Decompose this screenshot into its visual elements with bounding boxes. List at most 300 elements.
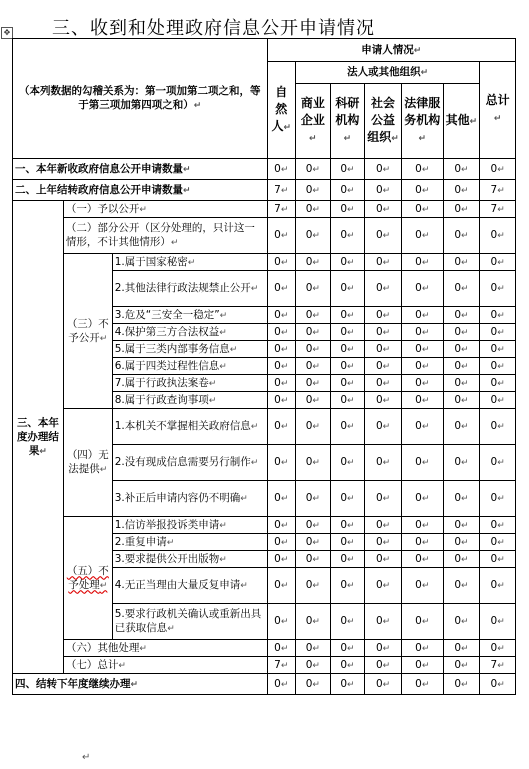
cell-end-mark: ↵ bbox=[166, 537, 175, 548]
value-cell: 0↵ bbox=[443, 445, 480, 481]
col-legal-service: 法律服务机构↵ bbox=[401, 84, 443, 159]
cell-end-mark: ↵ bbox=[461, 458, 469, 468]
value-cell: 0↵ bbox=[296, 271, 331, 307]
value-cell: 0↵ bbox=[401, 201, 443, 218]
row-label: 2.重复申请↵ bbox=[112, 534, 267, 551]
cell-end-mark: ↵ bbox=[312, 310, 320, 321]
cell-end-mark: ↵ bbox=[193, 101, 202, 111]
cell-end-mark: ↵ bbox=[312, 660, 320, 671]
row-label: 1.本机关不掌握相关政府信息↵ bbox=[112, 409, 267, 445]
cell-end-mark: ↵ bbox=[280, 395, 289, 406]
value-cell: 7↵ bbox=[480, 180, 516, 201]
cell-end-mark: ↵ bbox=[280, 643, 289, 654]
cell-end-mark: ↵ bbox=[382, 617, 391, 627]
cell-end-mark: ↵ bbox=[421, 458, 430, 468]
cell-end-mark: ↵ bbox=[347, 204, 355, 215]
value-cell: 0↵ bbox=[365, 551, 402, 568]
cell-end-mark: ↵ bbox=[420, 68, 429, 78]
cell-end-mark: ↵ bbox=[497, 537, 505, 548]
value-cell: 0↵ bbox=[296, 657, 331, 674]
cell-end-mark: ↵ bbox=[497, 520, 505, 531]
cell-end-mark: ↵ bbox=[497, 617, 505, 627]
value-cell: 0↵ bbox=[401, 307, 443, 324]
value-cell: 0↵ bbox=[401, 657, 443, 674]
cell-end-mark: ↵ bbox=[418, 133, 427, 144]
value-cell: 0↵ bbox=[401, 159, 443, 180]
cell-end-mark: ↵ bbox=[421, 378, 430, 389]
cell-end-mark: ↵ bbox=[497, 185, 505, 196]
cell-end-mark: ↵ bbox=[497, 204, 505, 215]
cell-end-mark: ↵ bbox=[312, 395, 320, 406]
cell-end-mark: ↵ bbox=[280, 284, 289, 294]
cell-end-mark: ↵ bbox=[347, 554, 355, 565]
cell-end-mark: ↵ bbox=[99, 465, 108, 475]
value-cell: 0↵ bbox=[296, 375, 331, 392]
cell-end-mark: ↵ bbox=[347, 327, 355, 338]
value-cell: 0↵ bbox=[296, 324, 331, 341]
cell-end-mark: ↵ bbox=[382, 344, 391, 355]
value-cell: 0↵ bbox=[330, 481, 365, 517]
cell-end-mark: ↵ bbox=[280, 257, 289, 268]
cell-end-mark: ↵ bbox=[497, 231, 505, 241]
cell-end-mark: ↵ bbox=[240, 494, 248, 504]
cell-end-mark: ↵ bbox=[280, 554, 289, 565]
value-cell: 0↵ bbox=[267, 517, 296, 534]
cell-end-mark: ↵ bbox=[461, 679, 469, 690]
cell-end-mark: ↵ bbox=[347, 660, 355, 671]
group-label: （三）不予公开↵ bbox=[63, 254, 112, 409]
value-cell: 0↵ bbox=[365, 307, 402, 324]
cell-end-mark: ↵ bbox=[461, 284, 469, 294]
table-move-handle-icon[interactable]: ✥ bbox=[1, 27, 13, 39]
cell-end-mark: ↵ bbox=[382, 395, 391, 406]
cell-end-mark: ↵ bbox=[382, 185, 391, 196]
value-cell: 0↵ bbox=[330, 271, 365, 307]
section3-label: 三、本年度办理结果↵ bbox=[13, 201, 64, 674]
cell-end-mark: ↵ bbox=[170, 238, 179, 248]
cell-end-mark: ↵ bbox=[347, 231, 355, 241]
cell-end-mark: ↵ bbox=[421, 204, 430, 215]
cell-end-mark: ↵ bbox=[280, 537, 289, 548]
cell-end-mark: ↵ bbox=[139, 204, 147, 215]
value-cell: 0↵ bbox=[365, 604, 402, 640]
value-cell: 7↵ bbox=[267, 180, 296, 201]
cell-end-mark: ↵ bbox=[280, 679, 289, 690]
value-cell: 0↵ bbox=[267, 409, 296, 445]
row-label: 四、结转下年度继续办理↵ bbox=[13, 674, 268, 695]
row-label: 4.保护第三方合法权益↵ bbox=[112, 324, 267, 341]
cell-end-mark: ↵ bbox=[250, 458, 259, 468]
row-label: 二、上年结转政府信息公开申请数量↵ bbox=[13, 180, 268, 201]
group-label: （五）不予处理↵ bbox=[63, 517, 112, 640]
cell-end-mark: ↵ bbox=[461, 344, 469, 355]
cell-end-mark: ↵ bbox=[347, 310, 355, 321]
value-cell: 0↵ bbox=[365, 218, 402, 254]
row-label: 3.要求提供公开出版物↵ bbox=[112, 551, 267, 568]
value-cell: 0↵ bbox=[401, 534, 443, 551]
value-cell: 0↵ bbox=[267, 307, 296, 324]
value-cell: 0↵ bbox=[267, 341, 296, 358]
cell-end-mark: ↵ bbox=[461, 643, 469, 654]
cell-end-mark: ↵ bbox=[99, 333, 108, 344]
cell-end-mark: ↵ bbox=[493, 114, 502, 124]
value-cell: 0↵ bbox=[296, 307, 331, 324]
cell-end-mark: ↵ bbox=[312, 617, 320, 627]
value-cell: 0↵ bbox=[296, 481, 331, 517]
cell-end-mark: ↵ bbox=[347, 537, 355, 548]
value-cell: 0↵ bbox=[330, 324, 365, 341]
cell-end-mark: ↵ bbox=[347, 185, 355, 196]
cell-end-mark: ↵ bbox=[421, 554, 430, 565]
row-label: 1.属于国家秘密↵ bbox=[112, 254, 267, 271]
value-cell: 0↵ bbox=[480, 568, 516, 604]
cell-end-mark: ↵ bbox=[421, 643, 430, 654]
info-disclosure-table bbox=[12, 38, 516, 695]
value-cell: 0↵ bbox=[401, 358, 443, 375]
cell-end-mark: ↵ bbox=[118, 660, 126, 671]
cell-end-mark: ↵ bbox=[219, 310, 228, 321]
value-cell: 0↵ bbox=[365, 271, 402, 307]
value-cell: 0↵ bbox=[401, 218, 443, 254]
cell-end-mark: ↵ bbox=[250, 284, 259, 294]
value-cell: 0↵ bbox=[267, 604, 296, 640]
row-label: 2.其他法律行政法规禁止公开↵ bbox=[112, 271, 267, 307]
cell-end-mark: ↵ bbox=[99, 580, 108, 591]
value-cell: 0↵ bbox=[401, 445, 443, 481]
cell-end-mark: ↵ bbox=[413, 45, 422, 56]
cell-end-mark: ↵ bbox=[312, 284, 320, 294]
cell-end-mark: ↵ bbox=[497, 679, 505, 690]
value-cell: 0↵ bbox=[401, 551, 443, 568]
value-cell: 0↵ bbox=[267, 551, 296, 568]
cell-end-mark: ↵ bbox=[461, 537, 469, 548]
cell-end-mark: ↵ bbox=[461, 617, 469, 627]
cell-end-mark: ↵ bbox=[421, 520, 430, 531]
value-cell: 0↵ bbox=[330, 358, 365, 375]
value-cell: 0↵ bbox=[401, 254, 443, 271]
cell-end-mark: ↵ bbox=[382, 310, 391, 321]
value-cell: 0↵ bbox=[330, 604, 365, 640]
cell-end-mark: ↵ bbox=[347, 494, 355, 504]
cell-end-mark: ↵ bbox=[461, 422, 469, 432]
value-cell: 0↵ bbox=[365, 517, 402, 534]
row-label: （一）予以公开↵ bbox=[63, 201, 267, 218]
cell-end-mark: ↵ bbox=[280, 164, 289, 175]
value-cell: 0↵ bbox=[267, 445, 296, 481]
value-cell: 0↵ bbox=[296, 392, 331, 409]
value-cell: 0↵ bbox=[365, 358, 402, 375]
cell-end-mark: ↵ bbox=[461, 164, 469, 175]
cell-end-mark: ↵ bbox=[461, 310, 469, 321]
value-cell: 0↵ bbox=[330, 218, 365, 254]
value-cell: 0↵ bbox=[401, 409, 443, 445]
legal-org-header: 法人或其他组织↵ bbox=[296, 62, 480, 84]
cell-end-mark: ↵ bbox=[347, 257, 355, 268]
cell-end-mark: ↵ bbox=[312, 458, 320, 468]
cell-end-mark: ↵ bbox=[280, 422, 289, 432]
value-cell: 0↵ bbox=[267, 674, 296, 695]
value-cell: 0↵ bbox=[443, 657, 480, 674]
cell-end-mark: ↵ bbox=[280, 378, 289, 389]
value-cell: 0↵ bbox=[401, 604, 443, 640]
value-cell: 0↵ bbox=[443, 324, 480, 341]
cell-end-mark: ↵ bbox=[312, 520, 320, 531]
value-cell: 0↵ bbox=[267, 358, 296, 375]
cell-end-mark: ↵ bbox=[421, 257, 430, 268]
cell-end-mark: ↵ bbox=[497, 344, 505, 355]
cell-end-mark: ↵ bbox=[391, 133, 399, 144]
cell-end-mark: ↵ bbox=[382, 327, 391, 338]
value-cell: 0↵ bbox=[401, 517, 443, 534]
cell-end-mark: ↵ bbox=[497, 643, 505, 654]
value-cell: 0↵ bbox=[443, 604, 480, 640]
value-cell: 0↵ bbox=[443, 358, 480, 375]
cell-end-mark: ↵ bbox=[343, 133, 352, 144]
value-cell: 0↵ bbox=[267, 392, 296, 409]
value-cell: 0↵ bbox=[480, 218, 516, 254]
value-cell: 0↵ bbox=[480, 254, 516, 271]
cell-end-mark: ↵ bbox=[347, 581, 355, 591]
value-cell: 0↵ bbox=[296, 358, 331, 375]
value-cell: 7↵ bbox=[480, 657, 516, 674]
cell-end-mark: ↵ bbox=[382, 458, 391, 468]
value-cell: 0↵ bbox=[296, 159, 331, 180]
cell-end-mark: ↵ bbox=[461, 185, 469, 196]
value-cell: 0↵ bbox=[480, 674, 516, 695]
value-cell: 0↵ bbox=[443, 534, 480, 551]
cell-end-mark: ↵ bbox=[347, 395, 355, 406]
cell-end-mark: ↵ bbox=[421, 617, 430, 627]
row-label: 2.没有现成信息需要另行制作↵ bbox=[112, 445, 267, 481]
value-cell: 0↵ bbox=[365, 481, 402, 517]
value-cell: 0↵ bbox=[443, 375, 480, 392]
cell-end-mark: ↵ bbox=[187, 257, 196, 268]
cell-end-mark: ↵ bbox=[240, 581, 248, 591]
value-cell: 0↵ bbox=[330, 568, 365, 604]
value-cell: 0↵ bbox=[296, 218, 331, 254]
cell-end-mark: ↵ bbox=[497, 164, 505, 175]
cell-end-mark: ↵ bbox=[461, 378, 469, 389]
value-cell: 0↵ bbox=[365, 254, 402, 271]
cell-end-mark: ↵ bbox=[347, 378, 355, 389]
value-cell: 0↵ bbox=[267, 271, 296, 307]
value-cell: 0↵ bbox=[330, 409, 365, 445]
cell-end-mark: ↵ bbox=[461, 660, 469, 671]
value-cell: 0↵ bbox=[365, 180, 402, 201]
value-cell: 0↵ bbox=[330, 201, 365, 218]
value-cell: 0↵ bbox=[443, 517, 480, 534]
value-cell: 0↵ bbox=[365, 640, 402, 657]
value-cell: 0↵ bbox=[330, 180, 365, 201]
row-label: （六）其他处理↵ bbox=[63, 640, 267, 657]
cell-end-mark: ↵ bbox=[280, 617, 289, 627]
cell-end-mark: ↵ bbox=[421, 327, 430, 338]
value-cell: 0↵ bbox=[443, 271, 480, 307]
value-cell: 0↵ bbox=[296, 604, 331, 640]
value-cell: 0↵ bbox=[443, 159, 480, 180]
cell-end-mark: ↵ bbox=[382, 643, 391, 654]
value-cell: 0↵ bbox=[365, 445, 402, 481]
cell-end-mark: ↵ bbox=[280, 660, 289, 671]
value-cell: 0↵ bbox=[365, 657, 402, 674]
value-cell: 0↵ bbox=[401, 341, 443, 358]
cell-end-mark: ↵ bbox=[139, 643, 147, 654]
value-cell: 0↵ bbox=[480, 375, 516, 392]
value-cell: 0↵ bbox=[443, 551, 480, 568]
value-cell: 0↵ bbox=[267, 375, 296, 392]
cell-end-mark: ↵ bbox=[461, 231, 469, 241]
row-label: 5.属于三类内部事务信息↵ bbox=[112, 341, 267, 358]
value-cell: 0↵ bbox=[296, 534, 331, 551]
value-cell: 0↵ bbox=[443, 674, 480, 695]
value-cell: 0↵ bbox=[267, 568, 296, 604]
cell-end-mark: ↵ bbox=[421, 231, 430, 241]
value-cell: 0↵ bbox=[443, 180, 480, 201]
cell-end-mark: ↵ bbox=[167, 624, 175, 634]
value-cell: 0↵ bbox=[296, 201, 331, 218]
value-cell: 0↵ bbox=[443, 254, 480, 271]
cell-end-mark: ↵ bbox=[382, 204, 391, 215]
cell-end-mark: ↵ bbox=[312, 164, 320, 175]
cell-end-mark: ↵ bbox=[421, 395, 430, 406]
cell-end-mark: ↵ bbox=[312, 204, 320, 215]
value-cell: 0↵ bbox=[480, 534, 516, 551]
value-cell: 0↵ bbox=[401, 481, 443, 517]
cell-end-mark: ↵ bbox=[280, 581, 289, 591]
cell-end-mark: ↵ bbox=[312, 554, 320, 565]
cell-end-mark: ↵ bbox=[497, 257, 505, 268]
cell-end-mark: ↵ bbox=[461, 361, 469, 372]
cell-end-mark: ↵ bbox=[347, 361, 355, 372]
value-cell: 0↵ bbox=[480, 392, 516, 409]
group-label: （四）无法提供↵ bbox=[63, 409, 112, 517]
cell-end-mark: ↵ bbox=[421, 422, 430, 432]
value-cell: 0↵ bbox=[330, 517, 365, 534]
cell-end-mark: ↵ bbox=[421, 494, 430, 504]
cell-end-mark: ↵ bbox=[461, 327, 469, 338]
value-cell: 0↵ bbox=[330, 307, 365, 324]
value-cell: 0↵ bbox=[443, 218, 480, 254]
cell-end-mark: ↵ bbox=[421, 679, 430, 690]
value-cell: 7↵ bbox=[480, 201, 516, 218]
cell-end-mark: ↵ bbox=[461, 257, 469, 268]
value-cell: 0↵ bbox=[443, 481, 480, 517]
value-cell: 0↵ bbox=[480, 341, 516, 358]
cell-end-mark: ↵ bbox=[461, 581, 469, 591]
value-cell: 0↵ bbox=[443, 341, 480, 358]
cell-end-mark: ↵ bbox=[382, 679, 391, 690]
cell-end-mark: ↵ bbox=[280, 344, 289, 355]
value-cell: 0↵ bbox=[365, 375, 402, 392]
value-cell: 0↵ bbox=[267, 534, 296, 551]
cell-end-mark: ↵ bbox=[280, 494, 289, 504]
cell-end-mark: ↵ bbox=[347, 344, 355, 355]
paragraph-mark: ↵ bbox=[82, 752, 91, 763]
value-cell: 0↵ bbox=[480, 517, 516, 534]
value-cell: 0↵ bbox=[401, 392, 443, 409]
value-cell: 0↵ bbox=[296, 180, 331, 201]
col-business: 商业企业↵ bbox=[296, 84, 331, 159]
cell-end-mark: ↵ bbox=[347, 164, 355, 175]
value-cell: 0↵ bbox=[296, 517, 331, 534]
value-cell: 0↵ bbox=[267, 254, 296, 271]
cell-end-mark: ↵ bbox=[421, 660, 430, 671]
value-cell: 0↵ bbox=[480, 358, 516, 375]
cell-end-mark: ↵ bbox=[280, 310, 289, 321]
value-cell: 0↵ bbox=[365, 409, 402, 445]
value-cell: 0↵ bbox=[330, 341, 365, 358]
value-cell: 7↵ bbox=[267, 657, 296, 674]
cell-end-mark: ↵ bbox=[497, 395, 505, 406]
value-cell: 0↵ bbox=[443, 392, 480, 409]
cell-end-mark: ↵ bbox=[421, 581, 430, 591]
value-cell: 0↵ bbox=[267, 324, 296, 341]
cell-end-mark: ↵ bbox=[497, 378, 505, 389]
row-label: 5.要求行政机关确认或重新出具已获取信息↵ bbox=[112, 604, 267, 640]
cell-end-mark: ↵ bbox=[347, 458, 355, 468]
col-other: 其他↵ bbox=[443, 84, 480, 159]
cell-end-mark: ↵ bbox=[497, 327, 505, 338]
value-cell: 0↵ bbox=[401, 640, 443, 657]
value-cell: 0↵ bbox=[365, 324, 402, 341]
value-cell: 0↵ bbox=[296, 551, 331, 568]
cell-end-mark: ↵ bbox=[421, 185, 430, 196]
value-cell: 0↵ bbox=[443, 201, 480, 218]
cell-end-mark: ↵ bbox=[382, 494, 391, 504]
cell-end-mark: ↵ bbox=[469, 116, 478, 127]
col-public-welfare: 社会公益组织↵ bbox=[365, 84, 402, 159]
value-cell: 0↵ bbox=[330, 159, 365, 180]
value-cell: 0↵ bbox=[480, 159, 516, 180]
cell-end-mark: ↵ bbox=[309, 133, 317, 144]
col-research: 科研机构↵ bbox=[330, 84, 365, 159]
cell-end-mark: ↵ bbox=[421, 284, 430, 294]
value-cell: 0↵ bbox=[296, 445, 331, 481]
value-cell: 0↵ bbox=[443, 568, 480, 604]
cell-end-mark: ↵ bbox=[219, 554, 227, 565]
cell-end-mark: ↵ bbox=[461, 494, 469, 504]
cell-end-mark: ↵ bbox=[280, 185, 289, 196]
value-cell: 0↵ bbox=[296, 640, 331, 657]
cell-end-mark: ↵ bbox=[382, 164, 391, 175]
row-label: 1.信访举报投诉类申请↵ bbox=[112, 517, 267, 534]
value-cell: 0↵ bbox=[365, 159, 402, 180]
value-cell: 0↵ bbox=[480, 551, 516, 568]
cell-end-mark: ↵ bbox=[280, 361, 289, 372]
col-natural-person: 自然人↵ bbox=[267, 62, 296, 159]
value-cell: 0↵ bbox=[330, 657, 365, 674]
cell-end-mark: ↵ bbox=[312, 257, 320, 268]
row-label: （七）总计↵ bbox=[63, 657, 267, 674]
cell-end-mark: ↵ bbox=[280, 327, 289, 338]
cell-end-mark: ↵ bbox=[347, 617, 355, 627]
cell-end-mark: ↵ bbox=[497, 422, 505, 432]
value-cell: 0↵ bbox=[443, 409, 480, 445]
value-cell: 0↵ bbox=[365, 534, 402, 551]
value-cell: 0↵ bbox=[296, 341, 331, 358]
value-cell: 0↵ bbox=[480, 271, 516, 307]
cell-end-mark: ↵ bbox=[280, 204, 289, 215]
value-cell: 0↵ bbox=[330, 375, 365, 392]
cell-end-mark: ↵ bbox=[461, 520, 469, 531]
value-cell: 0↵ bbox=[480, 445, 516, 481]
cell-end-mark: ↵ bbox=[280, 231, 289, 241]
cell-end-mark: ↵ bbox=[382, 520, 391, 531]
cell-end-mark: ↵ bbox=[312, 344, 320, 355]
cell-end-mark: ↵ bbox=[421, 310, 430, 321]
applicant-header: 申请人情况↵ bbox=[267, 39, 515, 62]
cell-end-mark: ↵ bbox=[250, 422, 259, 432]
